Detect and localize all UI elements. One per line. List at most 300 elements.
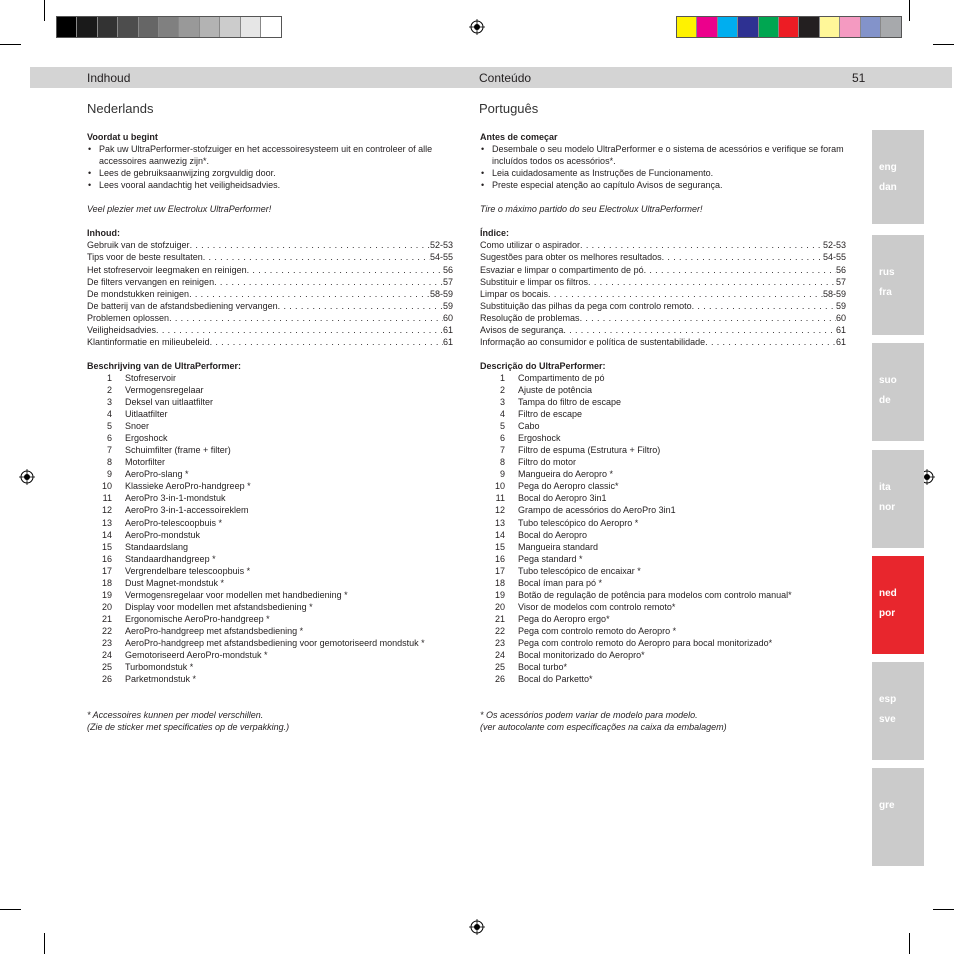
part-name: AeroPro-handgreep met afstandsbediening * [125,625,304,636]
toc-title: Substituição das pilhas da pega com controlo remoto [480,300,692,311]
color-swatch [697,17,717,37]
part-name: Bocal monitorizado do Aeropro* [518,650,645,661]
part-name: Ergoshock [125,433,168,444]
toc-title: Informação ao consumidor e política de sustentabilidade [480,336,706,347]
part-number: 17 [494,565,505,576]
toc-title: Como utilizar o aspirador [480,240,581,251]
part-number: 6 [106,433,112,444]
part-number: 20 [494,601,505,612]
list-item [480,601,846,613]
toc-page: 57 [835,276,846,287]
part-number: 16 [494,553,505,564]
part-number: 3 [499,397,505,408]
part-number: 10 [101,481,112,492]
list-item: • Lees vooral aandachtig het veiligheidsadvies. [87,179,453,191]
toc-row [480,239,846,251]
list-item [480,661,846,673]
toc-leader [588,276,836,288]
part-name: Vermogensregelaar voor modellen met handbediening * [125,589,348,600]
part-name: Schuimfilter (frame + filter) [125,445,231,456]
part-number: 1 [499,372,505,383]
toc-row [87,276,453,288]
part-name: Gemotoriseerd AeroPro-mondstuk * [125,650,268,661]
part-number: 7 [106,445,112,456]
part-name: Standaardslang [125,541,189,552]
toc-row [87,324,453,336]
list-item [87,408,453,420]
part-number: 12 [494,505,505,516]
list-item [87,396,453,408]
part-name: Tubo telescópico do Aeropro * [518,517,639,528]
toc-title: De mondstukken reinigen [87,288,190,299]
color-swatch [179,17,199,37]
part-number: 9 [499,469,505,480]
language-tab-eng[interactable] [872,130,924,224]
tab-label: rus [879,267,895,278]
part-name: Parketmondstuk * [125,674,197,685]
toc-row [480,276,846,288]
part-number: 26 [101,674,112,685]
tab-label: por [879,608,896,619]
color-swatch [718,17,738,37]
part-name: Filtro de escape [518,409,583,420]
part-number: 14 [494,529,505,540]
toc-heading: Inhoud: [87,228,120,239]
crop-mark [44,0,45,21]
language-tab-ita[interactable] [872,450,924,548]
toc-row [87,264,453,276]
list-item [480,468,846,480]
toc-row [480,324,846,336]
part-name: Vergrendelbare telescoopbuis * [125,565,251,576]
color-swatch [98,17,118,37]
toc-row [87,239,453,251]
color-swatch [118,17,138,37]
part-number: 7 [499,445,505,456]
list-item [87,432,453,444]
tab-label: esp [879,694,897,705]
tab-label: fra [879,287,892,298]
toc-leader [548,288,823,300]
part-number: 24 [494,650,505,661]
table-of-contents [480,239,846,347]
part-number: 8 [499,457,505,468]
part-name: Dust Magnet-mondstuk * [125,577,225,588]
toc-title: Veiligheidsadvies [87,324,157,335]
before-start-heading: Antes de começar [480,132,558,142]
toc-row [480,336,846,348]
part-name: Pega standard * [518,553,583,564]
list-item [87,625,453,637]
toc-title: Avisos de segurança [480,324,564,335]
before-start-list [87,143,453,191]
toc-page: 59 [835,300,846,311]
list-item [480,408,846,420]
crop-mark [0,44,21,45]
portuguese-column [480,131,846,733]
toc-page: 52-53 [822,240,846,251]
part-number: 25 [101,662,112,673]
list-item: • Pak uw UltraPerformer-stofzuiger en het accessoiresysteem uit en controleer of alle accessoires aanwezig zijn*. [87,143,453,167]
part-name: AeroPro 3-in-1-mondstuk [125,493,226,504]
list-item [87,589,453,601]
part-name: Bocal turbo* [518,662,568,673]
parts-heading: Descrição do UltraPerformer: [480,360,606,371]
toc-leader [214,276,443,288]
list-item [87,649,453,661]
part-name: Tubo telescópico de encaixar * [518,565,641,576]
part-number: 22 [494,625,505,636]
part-name: Cabo [518,421,540,432]
list-item [87,565,453,577]
tab-label: de [879,395,891,406]
toc-row [87,251,453,263]
toc-title: De filters vervangen en reinigen [87,276,215,287]
toc-page: 61 [442,324,453,335]
crop-mark [909,0,910,21]
enjoy-text: Veel plezier met uw Electrolux UltraPerformer! [87,204,272,215]
list-item [480,432,846,444]
list-item [87,601,453,613]
registration-mark-icon [469,19,485,35]
part-name: AeroPro 3-in-1-accessoireklem [125,505,249,516]
part-name: Pega com controlo remoto do Aeropro para bocal monitorizado* [518,637,773,648]
part-name: Filtro de espuma (Estrutura + Filtro) [518,445,661,456]
enjoy-text: Tire o máximo partido do seu Electrolux UltraPerformer! [480,204,703,215]
part-number: 13 [494,517,505,528]
part-name: AeroPro-mondstuk [125,529,201,540]
part-number: 21 [494,613,505,624]
list-item [480,613,846,625]
tab-label: ned [879,588,897,599]
part-number: 18 [494,577,505,588]
toc-page: 56 [442,264,453,275]
list-item [87,541,453,553]
toc-leader [692,300,836,312]
dutch-title: Nederlands [87,101,154,116]
registration-mark-icon [469,919,485,935]
color-swatch [738,17,758,37]
list-item [480,456,846,468]
toc-leader [278,300,443,312]
color-swatch [820,17,840,37]
toc-leader [189,288,430,300]
toc-page: 56 [835,264,846,275]
toc-title: Gebruik van de stofzuiger [87,240,190,251]
part-name: Bocal do Aeropro 3in1 [518,493,607,504]
toc-title: Klantinformatie en milieubeleid [87,336,210,347]
part-number: 15 [494,541,505,552]
toc-row [480,251,846,263]
list-item [480,504,846,516]
toc-title: Esvaziar e limpar o compartimento de pó [480,264,644,275]
color-control-bar [676,16,902,38]
toc-page: 61 [835,336,846,347]
toc-leader [580,239,823,251]
part-number: 20 [101,601,112,612]
toc-title: Resolução de problemas [480,312,580,323]
toc-page: 54-55 [429,252,453,263]
tab-label: suo [879,375,897,386]
list-item [87,517,453,529]
part-number: 3 [106,397,112,408]
list-item [87,529,453,541]
list-item [87,480,453,492]
part-number: 23 [101,637,112,648]
part-name: Botão de regulação de potência para modelos com controlo manual* [518,589,792,600]
parts-list [480,372,846,685]
part-name: Pega do Aeropro ergo* [518,613,610,624]
part-name: Ergoshock [518,433,561,444]
part-number: 19 [101,589,112,600]
part-name: Stofreservoir [125,372,177,383]
footnote: * Os acessórios podem variar de modelo para modelo. [480,710,698,721]
part-name: Pega do Aeropro classic* [518,481,619,492]
footnote: (ver autocolante com especificações na caixa da embalagem) [480,722,727,733]
toc-heading: Índice: [480,228,510,239]
part-number: 2 [499,384,505,395]
part-name: AeroPro-slang * [125,469,189,480]
part-name: Mangueira standard [518,541,599,552]
toc-page: 58-59 [429,288,453,299]
parts-list [87,372,453,685]
toc-leader [644,264,836,276]
toc-leader [210,336,443,348]
toc-title: De batterij van de afstandsbediening vervangen [87,300,278,311]
list-item: • Lees de gebruiksaanwijzing zorgvuldig door. [87,167,453,179]
part-name: Motorfilter [125,457,166,468]
part-number: 14 [101,529,112,540]
part-number: 5 [106,421,112,432]
list-item [480,372,846,384]
list-item [87,673,453,685]
list-item: • Preste especial atenção ao capítulo Avisos de segurança. [480,179,846,191]
part-number: 11 [102,493,112,504]
part-number: 2 [106,384,112,395]
part-number: 17 [101,565,112,576]
toc-page: 57 [442,276,453,287]
part-number: 25 [494,662,505,673]
language-tab-esp[interactable] [872,662,924,760]
toc-page: 59 [442,300,453,311]
toc-page: 52-53 [429,240,453,251]
list-item [480,625,846,637]
tab-label: dan [879,182,897,193]
list-item [87,613,453,625]
part-name: Bocal íman para pó * [518,577,603,588]
part-number: 22 [101,625,112,636]
toc-leader [705,336,836,348]
part-number: 9 [106,469,112,480]
toc-page: 61 [835,324,846,335]
toc-page: 60 [442,312,453,323]
list-item [480,517,846,529]
toc-title: Substituir e limpar os filtros [480,276,589,287]
part-name: Bocal do Aeropro [518,529,588,540]
part-number: 4 [106,409,112,420]
list-item: • Desembale o seu modelo UltraPerformer e o sistema de acessórios e verifique se foram incluídos todos os acessórios*. [480,143,846,167]
part-name: Snoer [125,421,150,432]
toc-leader [247,264,443,276]
toc-title: Problemen oplossen [87,312,170,323]
page-number: 51 [852,71,866,85]
toc-leader [563,324,836,336]
part-number: 19 [494,589,505,600]
part-name: Vermogensregelaar [125,384,204,395]
toc-title: Het stofreservoir leegmaken en reinigen [87,264,247,275]
part-name: AeroPro-telescoopbuis * [125,517,223,528]
before-start-heading: Voordat u begint [87,132,158,142]
toc-leader [580,312,836,324]
language-tab-rus[interactable] [872,235,924,335]
header-center-title: Conteúdo [479,71,532,85]
list-item [87,553,453,565]
color-swatch [881,17,901,37]
part-number: 18 [101,577,112,588]
list-item [87,420,453,432]
part-number: 12 [101,505,112,516]
part-name: Display voor modellen met afstandsbediening * [125,601,313,612]
tab-label: nor [879,502,896,513]
part-name: Pega com controlo remoto do Aeropro * [518,625,677,636]
part-name: Klassieke AeroPro-handgreep * [125,481,251,492]
list-item [480,444,846,456]
part-number: 6 [499,433,505,444]
part-number: 24 [101,650,112,661]
toc-row [87,288,453,300]
part-number: 26 [494,674,505,685]
part-name: Tampa do filtro de escape [518,397,622,408]
toc-leader [203,251,430,263]
list-item [480,589,846,601]
color-swatch [799,17,819,37]
color-swatch [220,17,240,37]
color-swatch [159,17,179,37]
color-swatch [840,17,860,37]
part-number: 8 [106,457,112,468]
part-name: Standaardhandgreep * [125,553,216,564]
part-name: Mangueira do Aeropro * [518,469,614,480]
before-start-list [480,143,846,191]
footnote: (Zie de sticker met specificaties op de verpakking.) [87,722,290,733]
color-swatch [241,17,261,37]
toc-leader [156,324,443,336]
toc-leader [190,239,430,251]
footnote: * Accessoires kunnen per model verschillen. [87,710,264,721]
list-item [87,384,453,396]
part-name: Compartimento de pó [518,372,605,383]
color-swatch [261,17,281,37]
list-item [480,529,846,541]
crop-mark [933,909,954,910]
language-tab-gre[interactable] [872,768,924,866]
list-item [87,468,453,480]
toc-leader [662,251,823,263]
part-number: 23 [494,637,505,648]
part-number: 21 [101,613,112,624]
toc-leader [169,312,443,324]
toc-row [480,312,846,324]
toc-row [480,300,846,312]
list-item [87,637,453,649]
toc-page: 60 [835,312,846,323]
portuguese-title: Português [479,101,539,116]
part-number: 1 [106,372,112,383]
language-tab-suo[interactable] [872,343,924,441]
language-tab-ned[interactable] [872,556,924,654]
part-name: Turbomondstuk * [125,662,194,673]
list-item [480,673,846,685]
part-name: Grampo de acessórios do AeroPro 3in1 [518,505,676,516]
list-item [480,541,846,553]
color-swatch [779,17,799,37]
list-item [87,504,453,516]
list-item [87,372,453,384]
color-swatch [57,17,77,37]
toc-title: Sugestões para obter os melhores resultados [480,252,662,263]
part-name: Bocal do Parketto* [518,674,593,685]
tab-label: ita [879,482,891,493]
parts-heading: Beschrijving van de UltraPerformer: [87,360,242,371]
color-swatch [139,17,159,37]
toc-row [480,264,846,276]
header-left-title: Indhoud [87,71,131,85]
tab-label: gre [879,800,895,811]
list-item: • Leia cuidadosamente as Instruções de Funcionamento. [480,167,846,179]
color-swatch [861,17,881,37]
list-item [87,456,453,468]
part-name: AeroPro-handgreep met afstandsbediening voor gemotoriseerd mondstuk * [125,637,425,648]
list-item [87,492,453,504]
color-swatch [759,17,779,37]
list-item [480,649,846,661]
color-swatch [677,17,697,37]
dutch-column [87,131,453,733]
toc-title: Tips voor de beste resultaten [87,252,203,263]
crop-mark [0,909,21,910]
part-number: 13 [101,517,112,528]
toc-page: 54-55 [822,252,846,263]
crop-mark [44,933,45,954]
color-swatch [77,17,97,37]
part-number: 11 [495,493,505,504]
crop-mark [933,44,954,45]
table-of-contents [87,239,453,347]
crop-mark [909,933,910,954]
list-item [480,492,846,504]
part-number: 15 [101,541,112,552]
part-name: Ergonomische AeroPro-handgreep * [125,613,270,624]
tab-label: sve [879,714,896,725]
toc-page: 61 [442,336,453,347]
list-item [480,384,846,396]
part-number: 4 [499,409,505,420]
part-name: Filtro do motor [518,457,577,468]
list-item [87,444,453,456]
list-item [480,565,846,577]
list-item [480,420,846,432]
list-item [87,661,453,673]
toc-row [480,288,846,300]
list-item [480,396,846,408]
part-name: Ajuste de potência [518,384,593,395]
list-item [480,577,846,589]
part-name: Deksel van uitlaatfilter [125,397,214,408]
toc-row [87,312,453,324]
toc-row [87,300,453,312]
part-number: 16 [101,553,112,564]
toc-row [87,336,453,348]
